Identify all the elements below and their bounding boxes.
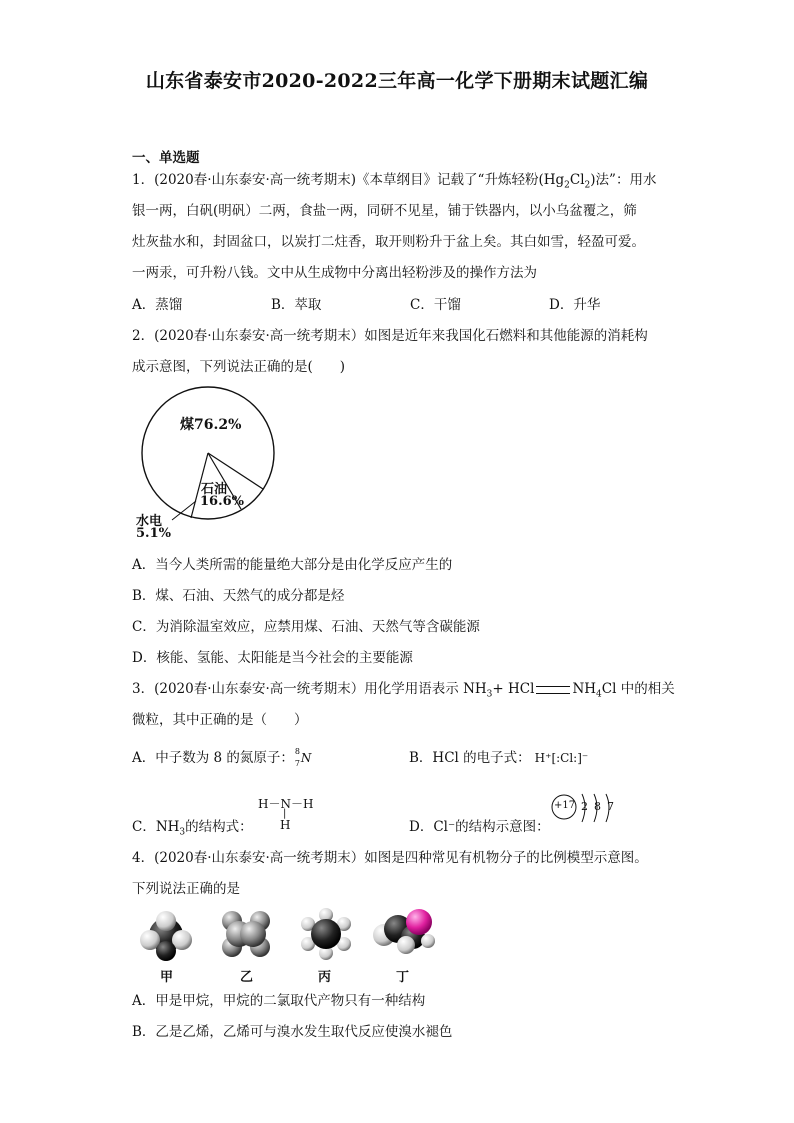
q3-line-1: 3．(2020春·山东泰安·高一统考期末）用化学用语表示 $NH_3+$ HCl $NH_4Cl$ 中的相关 bbox=[132, 681, 675, 700]
q2-option-d[interactable]: D．核能、氢能、太阳能是当今社会的主要能源 bbox=[132, 650, 413, 666]
pie-label-hydro-value: 5.1% bbox=[136, 526, 171, 541]
q2-line-1: 2．(2020春·山东泰安·高一统考期末）如图是近年来我国化石燃料和其他能源的消耗构 bbox=[132, 328, 648, 344]
q1-option-c[interactable]: C．干馏 bbox=[410, 297, 461, 313]
q1-option-b[interactable]: B．萃取 bbox=[271, 297, 322, 313]
q1-option-a[interactable]: A．蒸馏 bbox=[132, 297, 183, 313]
nh3-structure-bond: | bbox=[283, 808, 287, 819]
q2-option-c[interactable]: C．为消除温室效应，应禁用煤、石油、天然气等含碳能源 bbox=[132, 619, 480, 635]
q4-line-2: 下列说法正确的是 bbox=[132, 881, 240, 897]
q4-option-b[interactable]: B．乙是乙烯，乙烯可与溴水发生取代反应使溴水褪色 bbox=[132, 1024, 453, 1040]
q3-option-d[interactable]: D．Cl⁻的结构示意图： bbox=[409, 819, 550, 835]
q4-line-1: 4．(2020春·山东泰安·高一统考期末）如图是四种常见有机物分子的比例模型示意图。 bbox=[132, 850, 648, 866]
model-ding-ethanol bbox=[373, 909, 435, 954]
hcl-electron-formula: H⁺[:Cl:]⁻ bbox=[534, 751, 589, 765]
shell-electrons-3: 7 bbox=[607, 800, 614, 813]
model-label-yi: 乙 bbox=[240, 970, 254, 985]
model-label-ding: 丁 bbox=[396, 970, 410, 985]
nh3-structure-bottom: H bbox=[280, 818, 291, 832]
q4-option-a[interactable]: A．甲是甲烷，甲烷的二氯取代产物只有一种结构 bbox=[132, 993, 426, 1009]
q2-line-2: 成示意图，下列说法正确的是( ) bbox=[132, 359, 346, 375]
section-heading: 一、单选题 bbox=[132, 150, 200, 166]
q1-option-d[interactable]: D．升华 bbox=[549, 297, 601, 313]
nucleus-charge: +17 bbox=[554, 800, 576, 811]
nitrogen-isotope-symbol: 8 7 N bbox=[294, 747, 312, 768]
q3-line-2: 微粒，其中正确的是（ ） bbox=[132, 712, 308, 728]
model-label-jia: 甲 bbox=[160, 970, 174, 985]
q2-option-a[interactable]: A．当今人类所需的能量绝大部分是由化学反应产生的 bbox=[132, 557, 453, 573]
molecule-models bbox=[136, 905, 436, 963]
model-label-bing: 丙 bbox=[318, 970, 332, 985]
q1-line-1: 1．(2020春·山东泰安·高一统考期末)《本草纲目》记载了“升炼轻粉$(Hg_2Cl_2)$法”：用水 bbox=[132, 172, 657, 191]
nh3-structure-top: H－N－H bbox=[258, 797, 314, 811]
pie-label-oil-name: 石油 bbox=[201, 482, 228, 497]
page-title: 山东省泰安市2020-2022三年高一化学下册期末试题汇编 bbox=[145, 70, 649, 92]
pie-label-hydro-name: 水电 bbox=[136, 514, 163, 529]
q3-option-a[interactable]: A．中子数为 8 的氮原子： 8 7 N bbox=[132, 748, 316, 768]
double-equal-sign bbox=[536, 686, 570, 694]
q2-option-b[interactable]: B．煤、石油、天然气的成分都是烃 bbox=[132, 588, 345, 604]
q3-option-b[interactable]: B．HCl 的电子式： H⁺[:Cl:]⁻ bbox=[409, 750, 589, 766]
model-yi-ethylene bbox=[222, 911, 270, 957]
q3-option-c[interactable]: C．$NH_3$的结构式： bbox=[132, 819, 253, 838]
q1-line-4: 一两汞，可升粉八钱。文中从生成物中分离出轻粉涉及的操作方法为 bbox=[132, 265, 537, 281]
pie-label-oil-value: 16.6% bbox=[200, 494, 245, 509]
q1-line-3: 灶灰盐水和，封固盆口，以炭打二炷香，取开则粉升于盆上矣。其白如雪，轻盈可爱。 bbox=[132, 234, 645, 250]
shell-electrons-1: 2 bbox=[581, 800, 588, 813]
pie-label-coal: 煤76.2% bbox=[180, 417, 242, 433]
model-bing-benzene bbox=[301, 908, 351, 960]
shell-electrons-2: 8 bbox=[594, 800, 601, 813]
model-jia-methane bbox=[140, 911, 192, 961]
q1-line-2: 银一两，白矾(明矾）二两，食盐一两，同研不见星，铺于铁器内，以小乌盆覆之，筛 bbox=[132, 203, 637, 219]
